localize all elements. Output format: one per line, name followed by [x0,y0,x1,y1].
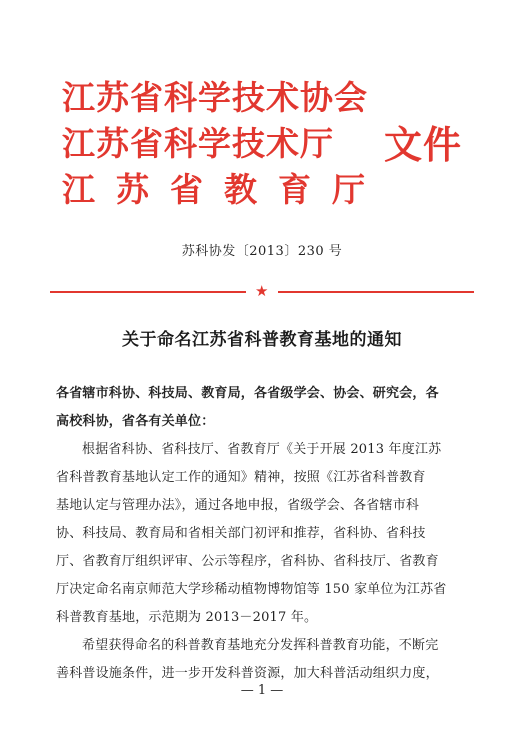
paragraph-line: 善科普设施条件，进一步开发科普资源，加大科普活动组织力度， [56,666,439,681]
paragraph-line: 协、科技局、教育局和省相关部门初评和推荐，省科协、省科技 [56,526,426,541]
issuer-science-department: 江苏省科学技术厅 [62,124,334,163]
paragraph-line: 省科普教育基地认定工作的通知》精神，按照《江苏省科普教育 [56,470,426,485]
document-number: 苏科协发〔2013〕230 号 [181,244,343,259]
document-label: 文件 [384,122,463,167]
red-divider [50,282,474,300]
notice-title: 关于命名江苏省科普教育基地的通知 [122,330,402,350]
divider-line-right [278,291,474,293]
paragraph-line: 厅决定命名南京师范大学珍稀动植物博物馆等 150 家单位为江苏省 [56,582,447,597]
issuer-science-association: 江苏省科学技术协会 [62,78,368,117]
paragraph-line: 希望获得命名的科普教育基地充分发挥科普教育功能，不断完 [82,638,439,653]
star-icon: ★ [255,282,269,300]
salutation-line-1: 各省辖市科协、科技局、教育局，各省级学会、协会、研究会，各 [56,386,439,401]
paragraph-line: 根据省科协、省科技厅、省教育厅《关于开展 2013 年度江苏 [82,442,442,457]
page-number: — 1 — [240,683,284,698]
divider-line-left [50,291,246,293]
paragraph-line: 科普教育基地，示范期为 2013－2017 年。 [56,610,318,625]
salutation-line-2: 高校科协，省各有关单位： [56,414,215,429]
paragraph-line: 厅、省教育厅组织评审、公示等程序，省科协、省科技厅、省教育 [56,554,439,569]
issuer-education-department: 江苏省教育厅 [62,170,386,209]
paragraph-line: 基地认定与管理办法》，通过各地申报，省级学会、各省辖市科 [56,498,420,513]
